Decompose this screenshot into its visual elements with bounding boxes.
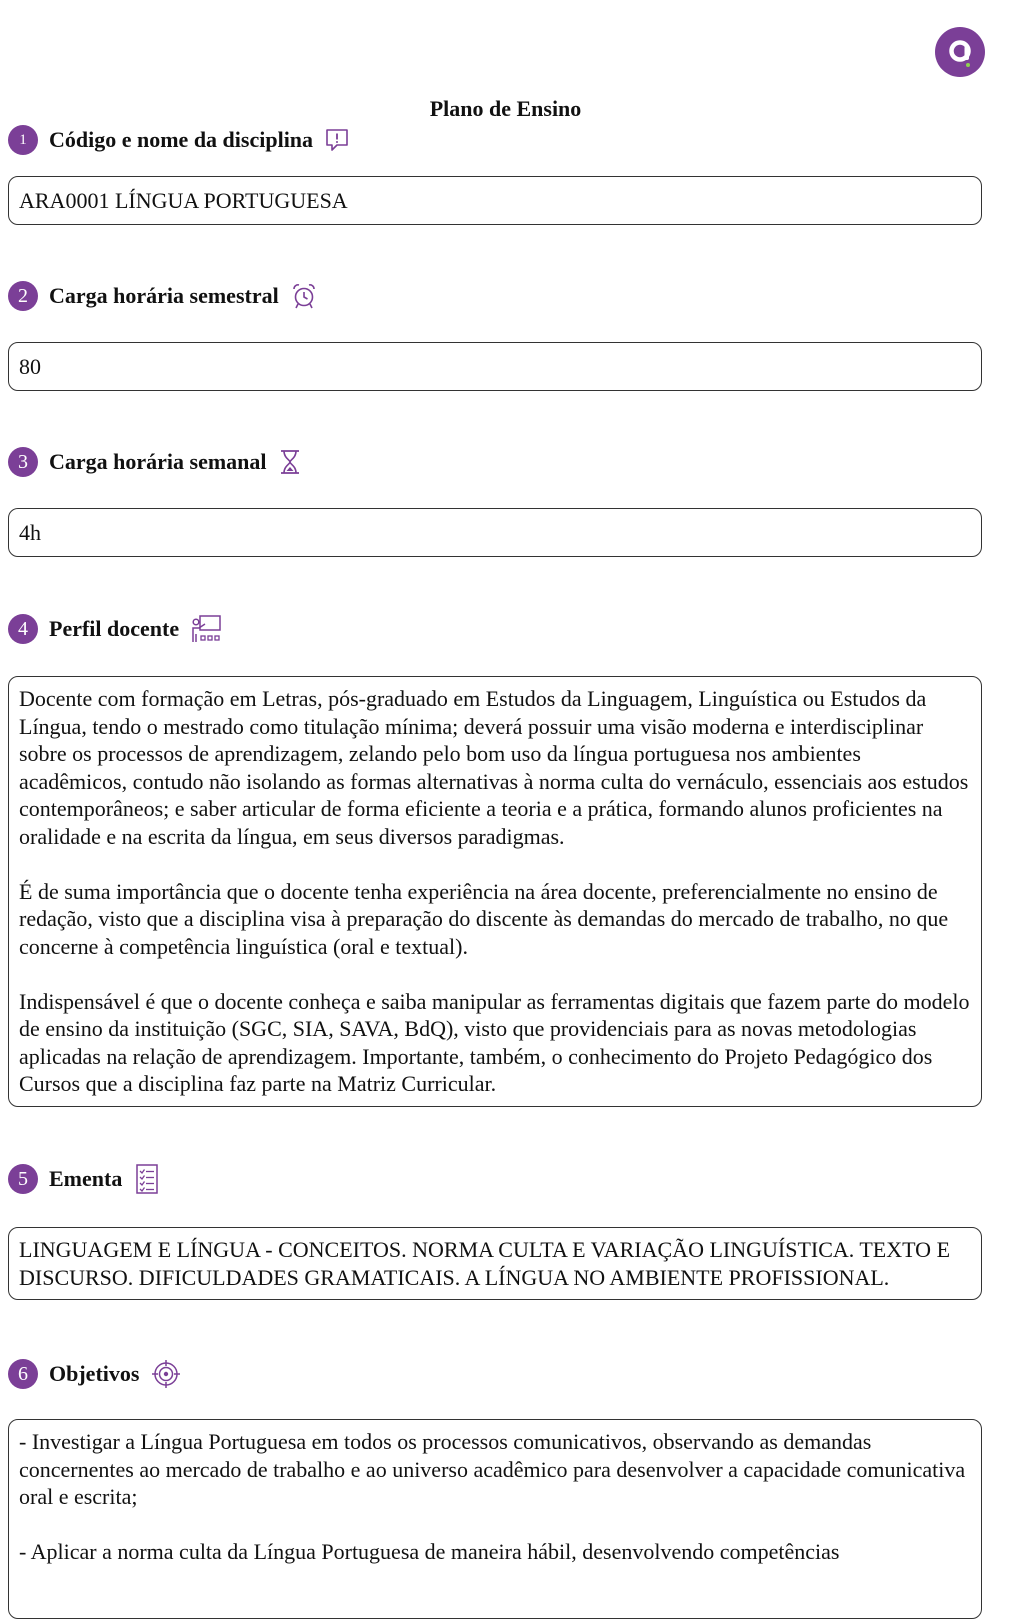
section-number-badge: 3	[8, 447, 38, 477]
field-value: 4h	[19, 519, 41, 545]
paragraph: Docente com formação em Letras, pós-graduado em Estudos da Linguagem, Linguística ou Estudos da Língua, tendo o mestrado como titulação mínima; deverá possuir uma visão moderna e interdisciplinar sobre os processos de aprendizagem, zelando pelo bom uso da língua portuguesa nos ambientes acadêmicos, contudo não isolando as formas alternativas à norma culta do vernáculo, essenciais aos estudos contemporâneos; e saber articular de forma eficiente a teoria e a prática, formando alunos proficientes na oralidade e na escrita da língua, em seus diversos paradigmas.	[19, 686, 969, 849]
section-header-perfil-docente	[8, 612, 223, 646]
section-header-codigo	[8, 123, 349, 157]
paragraph: Indispensável é que o docente conheça e saiba manipular as ferramentas digitais que fazem parte do modelo de ensino da instituição (SGC, SIA, SAVA, BdQ), visto que providenciais para as novas metodologias aplicadas na relação de aprendizagem. Importante, também, o conhecimento do Projeto Pedagógico dos Cursos que a disciplina faz parte na Matriz Curricular.	[19, 988, 970, 1096]
section-header-carga-semanal	[8, 445, 301, 479]
field-value: 80	[19, 353, 41, 379]
field-value: ARA0001 LÍNGUA PORTUGUESA	[19, 187, 348, 213]
field-perfil-docente	[8, 676, 982, 1107]
section-label: Carga horária semanal	[49, 449, 267, 474]
section-label: Carga horária semestral	[49, 283, 279, 308]
field-ementa	[8, 1227, 982, 1300]
section-label: Ementa	[49, 1166, 123, 1191]
logo-mark-icon	[935, 27, 985, 77]
field-objetivos	[8, 1419, 982, 1619]
section-label: Objetivos	[49, 1361, 140, 1386]
paragraph: - Aplicar a norma culta da Língua Portuguesa de maneira hábil, desenvolvendo competências	[19, 1539, 840, 1564]
paragraph: LINGUAGEM E LÍNGUA - CONCEITOS. NORMA CULTA E VARIAÇÃO LINGUÍSTICA. TEXTO E DISCURSO. DIFICULDADES GRAMATICAIS. A LÍNGUA NO AMBIENTE PROFISSIONAL.	[19, 1237, 951, 1290]
section-number-badge: 1	[8, 125, 38, 155]
section-header-objetivos	[8, 1357, 181, 1391]
brand-logo	[935, 27, 985, 77]
paragraph: É de suma importância que o docente tenha experiência na área docente, preferencialmente no ensino de redação, visto que a disciplina visa à preparação do discente às demandas do mercado de trabalho, no que concerne à competência linguística (oral e textual).	[19, 878, 949, 959]
section-label: Perfil docente	[49, 616, 180, 641]
section-label: Código e nome da disciplina	[49, 127, 314, 152]
field-carga-semestral	[8, 342, 982, 391]
section-number-badge: 4	[8, 614, 38, 644]
section-number-badge: 2	[8, 281, 38, 311]
field-codigo-disciplina	[8, 176, 982, 225]
page-title: Plano de Ensino	[429, 96, 582, 121]
teacher-board-icon	[191, 614, 223, 644]
target-icon	[151, 1359, 181, 1389]
section-number-badge: 6	[8, 1359, 38, 1389]
speech-bubble-alert-icon	[325, 127, 349, 153]
alarm-clock-icon	[291, 282, 317, 310]
hourglass-icon	[279, 448, 301, 476]
checklist-icon	[134, 1163, 160, 1195]
section-header-ementa	[8, 1162, 160, 1196]
field-carga-semanal	[8, 508, 982, 557]
section-number-badge: 5	[8, 1164, 38, 1194]
paragraph: - Investigar a Língua Portuguesa em todos os processos comunicativos, observando as demandas concernentes ao mercado de trabalho e ao universo acadêmico para desenvolver a capacidade comunicativa oral e escrita;	[19, 1429, 966, 1509]
section-header-carga-semestral	[8, 279, 317, 313]
